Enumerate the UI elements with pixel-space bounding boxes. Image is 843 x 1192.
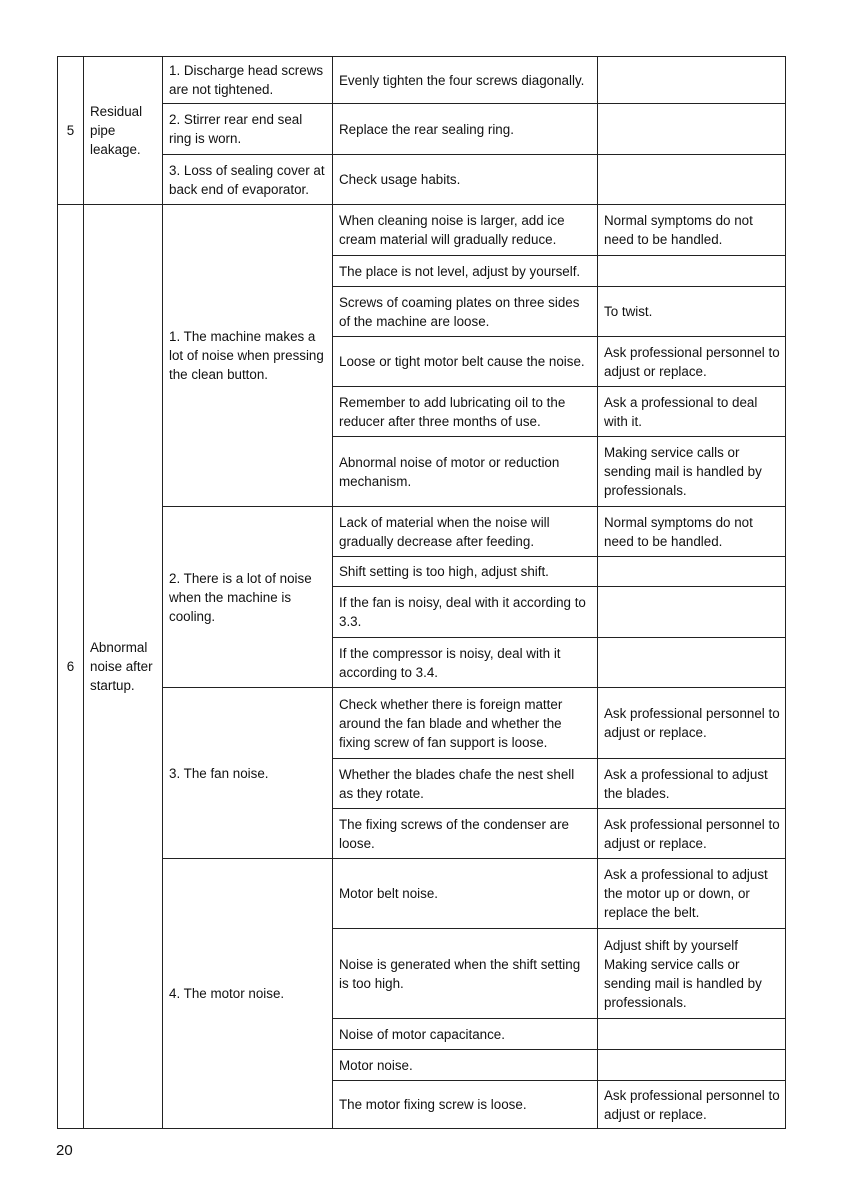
note-cell bbox=[598, 155, 786, 205]
note-cell: Ask professional personnel to adjust or replace. bbox=[598, 1081, 786, 1129]
solution-cell: Whether the blades chafe the nest shell as they rotate. bbox=[333, 759, 598, 809]
table-row bbox=[58, 205, 786, 256]
fault-description: Abnormal noise after startup. bbox=[84, 205, 163, 1129]
note-cell bbox=[598, 57, 786, 104]
fault-description: Residual pipe leakage. bbox=[84, 57, 163, 205]
note-cell: Normal symptoms do not need to be handled. bbox=[598, 507, 786, 557]
cause-cell: 1. Discharge head screws are not tightened. bbox=[163, 57, 333, 104]
table-row bbox=[58, 688, 786, 759]
cause-cell: 4. The motor noise. bbox=[163, 859, 333, 1129]
table-row bbox=[58, 57, 786, 104]
section-number: 5 bbox=[58, 57, 84, 205]
cause-cell: 2. There is a lot of noise when the machine is cooling. bbox=[163, 507, 333, 688]
solution-cell: The fixing screws of the condenser are loose. bbox=[333, 809, 598, 859]
note-cell bbox=[598, 1050, 786, 1081]
solution-cell: Noise is generated when the shift setting is too high. bbox=[333, 929, 598, 1019]
section-number: 6 bbox=[58, 205, 84, 1129]
solution-cell: Motor noise. bbox=[333, 1050, 598, 1081]
troubleshooting-table bbox=[57, 56, 786, 1129]
note-cell bbox=[598, 104, 786, 155]
note-cell bbox=[598, 557, 786, 587]
solution-cell: If the fan is noisy, deal with it according to 3.3. bbox=[333, 587, 598, 638]
solution-cell: Abnormal noise of motor or reduction mechanism. bbox=[333, 437, 598, 507]
table-row bbox=[58, 104, 786, 155]
cause-cell: 3. The fan noise. bbox=[163, 688, 333, 859]
cause-cell: 3. Loss of sealing cover at back end of evaporator. bbox=[163, 155, 333, 205]
solution-cell: If the compressor is noisy, deal with it according to 3.4. bbox=[333, 638, 598, 688]
note-cell: Ask professional personnel to adjust or replace. bbox=[598, 337, 786, 387]
note-cell: Making service calls or sending mail is handled by professionals. bbox=[598, 437, 786, 507]
note-cell: Normal symptoms do not need to be handled. bbox=[598, 205, 786, 256]
solution-cell: Remember to add lubricating oil to the reducer after three months of use. bbox=[333, 387, 598, 437]
solution-cell: When cleaning noise is larger, add ice cream material will gradually reduce. bbox=[333, 205, 598, 256]
solution-cell: The motor fixing screw is loose. bbox=[333, 1081, 598, 1129]
note-cell: Ask a professional to adjust the blades. bbox=[598, 759, 786, 809]
solution-cell: The place is not level, adjust by yourself. bbox=[333, 256, 598, 287]
solution-cell: Replace the rear sealing ring. bbox=[333, 104, 598, 155]
note-cell: Ask a professional to adjust the motor up or down, or replace the belt. bbox=[598, 859, 786, 929]
note-cell: Adjust shift by yourself Making service calls or sending mail is handled by professionals. bbox=[598, 929, 786, 1019]
note-cell: Ask professional personnel to adjust or replace. bbox=[598, 688, 786, 759]
solution-cell: Screws of coaming plates on three sides of the machine are loose. bbox=[333, 287, 598, 337]
solution-cell: Check usage habits. bbox=[333, 155, 598, 205]
note-cell: To twist. bbox=[598, 287, 786, 337]
table-row bbox=[58, 507, 786, 557]
note-cell: Ask professional personnel to adjust or replace. bbox=[598, 809, 786, 859]
solution-cell: Check whether there is foreign matter around the fan blade and whether the fixing screw of fan support is loose. bbox=[333, 688, 598, 759]
solution-cell: Loose or tight motor belt cause the noise. bbox=[333, 337, 598, 387]
solution-cell: Evenly tighten the four screws diagonally. bbox=[333, 57, 598, 104]
note-cell: Ask a professional to deal with it. bbox=[598, 387, 786, 437]
solution-cell: Noise of motor capacitance. bbox=[333, 1019, 598, 1050]
solution-cell: Lack of material when the noise will gradually decrease after feeding. bbox=[333, 507, 598, 557]
note-cell bbox=[598, 638, 786, 688]
solution-cell: Shift setting is too high, adjust shift. bbox=[333, 557, 598, 587]
note-cell bbox=[598, 1019, 786, 1050]
note-cell bbox=[598, 256, 786, 287]
table-row bbox=[58, 155, 786, 205]
table-row bbox=[58, 859, 786, 929]
page-number: 20 bbox=[56, 1142, 73, 1159]
cause-cell: 1. The machine makes a lot of noise when pressing the clean button. bbox=[163, 205, 333, 507]
solution-cell: Motor belt noise. bbox=[333, 859, 598, 929]
cause-cell: 2. Stirrer rear end seal ring is worn. bbox=[163, 104, 333, 155]
note-cell bbox=[598, 587, 786, 638]
